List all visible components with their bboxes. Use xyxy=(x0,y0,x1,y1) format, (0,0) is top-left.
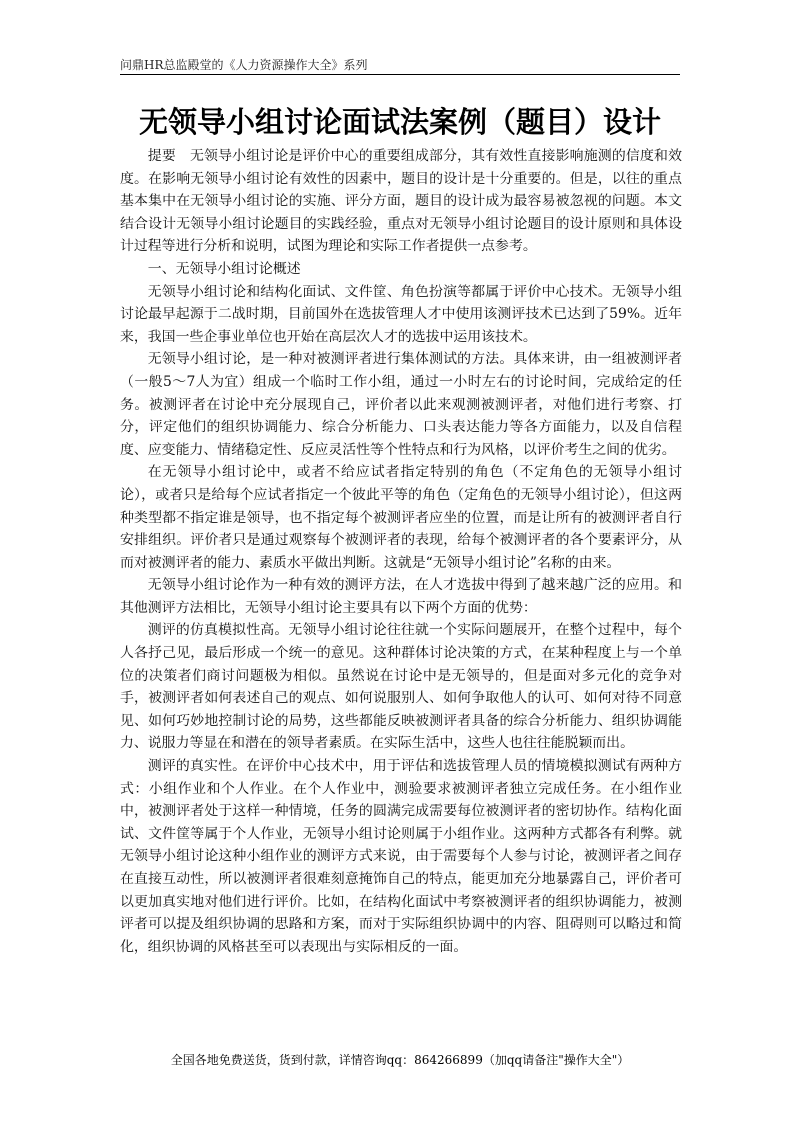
body-paragraph: 测评的仿真模拟性高。无领导小组讨论往往就一个实际问题展开，在整个过程中，每个人各抒己见，最后形成一个统一的意见。这种群体讨论决策的方式，在某种程度上与一个单位的决策者们商讨问题极为相似。虽然说在讨论中是无领导的，但是面对多元化的竞争对手，被测评者如何表述自己的观点、如何说服别人、如何争取他人的认可、如何对待不同意见、如何巧妙地控制讨论的局势，这些都能反映被测评者具备的综合分析能力、组织协调能力、说服力等显在和潜在的领导者素质。在实际生活中，这些人也往往能脱颖而出。 xyxy=(120,622,682,752)
document-title: 无领导小组讨论面试法案例（题目）设计 xyxy=(138,105,661,139)
running-header: 问鼎HR总监殿堂的《人力资源操作大全》系列 xyxy=(120,58,368,72)
header-divider xyxy=(120,74,680,75)
page-footer: 全国各地免费送货，货到付款，详情咨询qq：864266899（加qq请备注"操作大全"） xyxy=(170,1053,630,1067)
abstract-paragraph: 提要 无领导小组讨论是评价中心的重要组成部分，其有效性直接影响施测的信度和效度。在影响无领导小组讨论有效性的因素中，题目的设计是十分重要的。但是，以往的重点基本集中在无领导小组讨论的实施、评分方面，题目的设计成为最容易被忽视的问题。本文结合设计无领导小组讨论题目的实践经验，重点对无领导小组讨论题目的设计原则和具体设计过程等进行分析和说明，试图为理论和实际工作者提供一点参考。 xyxy=(120,148,682,255)
body-paragraph: 在无领导小组讨论中，或者不给应试者指定特别的角色（不定角色的无领导小组讨论），或者只是给每个应试者指定一个彼此平等的角色（定角色的无领导小组讨论），但这两种类型都不指定谁是领导，也不指定每个被测评者应坐的位置，而是让所有的被测评者自行安排组织。评价者只是通过观察每个被测评者的表现，给每个被测评者的各个要素评分，从而对被测评者的能力、素质水平做出判断。这就是“无领导小组讨论”名称的由来。 xyxy=(120,464,682,571)
body-paragraph: 测评的真实性。在评价中心技术中，用于评估和选拔管理人员的情境模拟测试有两种方式：小组作业和个人作业。在个人作业中，测验要求被测评者独立完成任务。在小组作业中，被测评者处于这样一种情境，任务的圆满完成需要每位被测评者的密切协作。结构化面试、文件筐等属于个人作业，无领导小组讨论则属于小组作业。这两种方式都各有利弊。就无领导小组讨论这种小组作业的测评方式来说，由于需要每个人参与讨论，被测评者之间存在直接互动性，所以被测评者很难刻意掩饰自己的特点，能更加充分地暴露自己，评价者可以更加真实地对他们进行评价。比如，在结构化面试中考察被测评者的组织协调能力，被测评者可以提及组织协调的思路和方案，而对于实际组织协调中的内容、阻碍则可以略过和简化，组织协调的风格甚至可以表现出与实际相反的一面。 xyxy=(120,758,682,955)
document-body xyxy=(120,145,682,958)
body-paragraph: 无领导小组讨论，是一种对被测评者进行集体测试的方法。具体来讲，由一组被测评者（一般5～7人为宜）组成一个临时工作小组，通过一小时左右的讨论时间，完成给定的任务。被测评者在讨论中充分展现自己，评价者以此来观测被测评者，对他们进行考察、打分，评定他们的组织协调能力、综合分析能力、口头表达能力等各方面能力，以及自信程度、应变能力、情绪稳定性、反应灵活性等个性特点和行为风格，以评价考生之间的优劣。 xyxy=(120,351,682,458)
body-paragraph: 无领导小组讨论和结构化面试、文件筐、角色扮演等都属于评价中心技术。无领导小组讨论最早起源于二战时期，目前国外在选拔管理人才中使用该测评技术已达到了59%。近年来，我国一些企事业单位也开始在高层次人才的选拔中运用该技术。 xyxy=(120,283,682,345)
body-paragraph: 无领导小组讨论作为一种有效的测评方法，在人才选拔中得到了越来越广泛的应用。和其他测评方法相比，无领导小组讨论主要具有以下两个方面的优势： xyxy=(120,577,682,616)
section-heading: 一、无领导小组讨论概述 xyxy=(147,260,301,277)
